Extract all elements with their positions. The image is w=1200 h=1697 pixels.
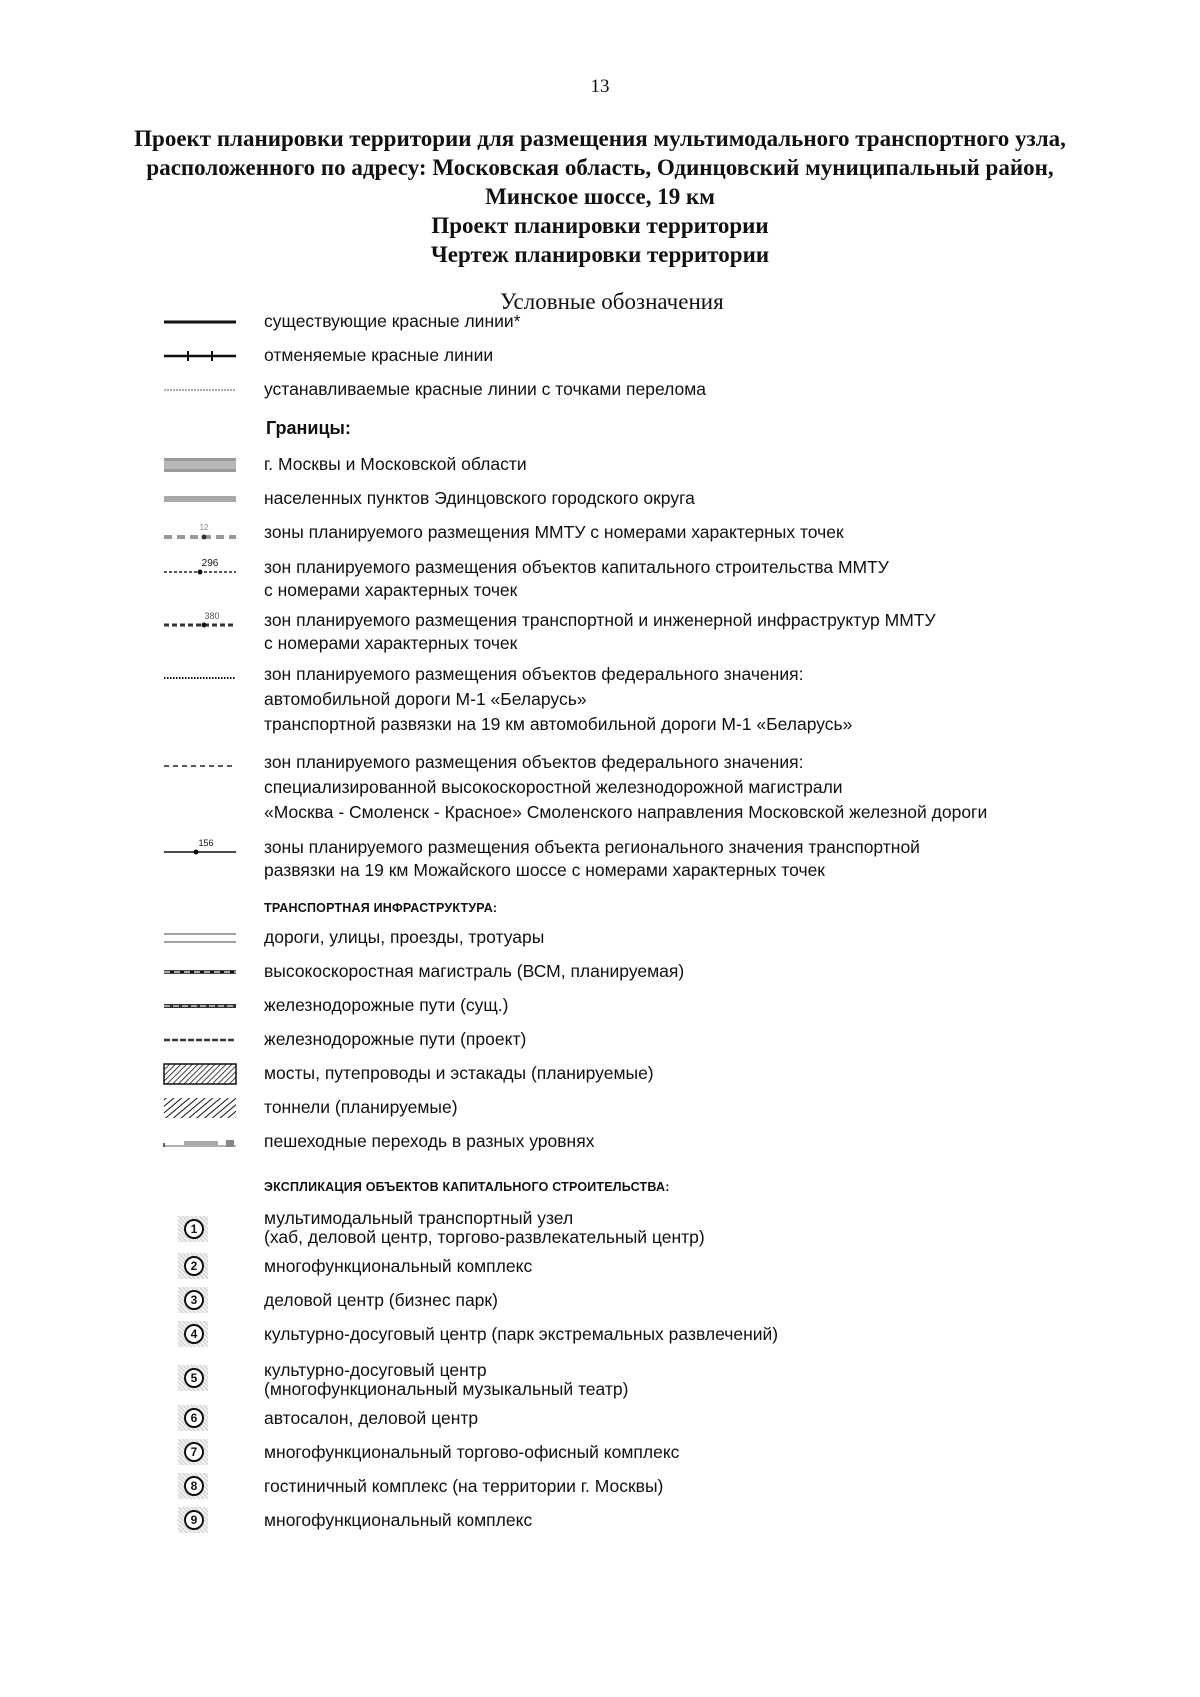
explication-text: мультимодальный транспортный узел (хаб, деловой центр, торгово-развлекательный центр) <box>264 1208 705 1247</box>
capital-construction-zone-icon <box>160 556 240 580</box>
explication-text: культурно-досуговый центр (многофункциональный музыкальный театр) <box>264 1360 629 1399</box>
object-number-icon: 7 <box>178 1439 208 1465</box>
header-line: Чертеж планировки территории <box>430 242 770 267</box>
legend-text: тоннели (планируемые) <box>264 1097 458 1117</box>
point-number-label: 380 <box>204 611 220 621</box>
legend-text: зон планируемого размещения транспортной и инженерной инфраструктур ММТУ с номерами характерных точек <box>264 610 936 653</box>
legend-text: зон планируемого размещения объектов федерального значения: автомобильной дороги М-1 «Беларусь» транспортной развязки на 19 км автомобильной дороги М-1 «Беларусь» <box>264 664 853 734</box>
explication-text: многофункциональный комплекс <box>264 1256 533 1276</box>
explication-text: многофункциональный комплекс <box>264 1510 533 1530</box>
object-number-icon: 6 <box>178 1405 208 1431</box>
explication-text: автосалон, деловой центр <box>264 1408 479 1428</box>
thin-dotted-line-icon <box>160 378 240 402</box>
document-header <box>80 124 1120 269</box>
mmtu-zone-icon <box>160 521 240 545</box>
object-number-icon: 9 <box>178 1507 208 1533</box>
boundaries-heading: Границы: <box>266 418 351 438</box>
crossed-line-icon <box>160 344 240 368</box>
regional-interchange-zone-icon <box>160 836 240 860</box>
object-number-icon: 8 <box>178 1473 208 1499</box>
legend-text: существующие красные линии* <box>264 311 521 331</box>
legend-text: мосты, путепроводы и эстакады (планируемые) <box>264 1063 654 1083</box>
object-number-icon: 3 <box>178 1287 208 1313</box>
legend-text: г. Москвы и Московской области <box>264 454 527 474</box>
point-number-label: 12 <box>199 523 209 532</box>
high-speed-rail-icon <box>160 960 240 984</box>
legend-text: зон планируемого размещения объектов капитального строительства ММТУ с номерами характерных точек <box>264 557 889 600</box>
object-number-icon: 5 <box>178 1365 208 1391</box>
road-icon <box>160 926 240 950</box>
legend-text: железнодорожные пути (сущ.) <box>264 995 509 1015</box>
pedestrian-crossing-icon <box>160 1130 240 1154</box>
page-number: 13 <box>590 76 610 97</box>
legend-text: населенных пунктов Эдинцовского городского округа <box>264 488 695 508</box>
object-number-icon: 2 <box>178 1253 208 1279</box>
moscow-boundary-icon <box>160 453 240 477</box>
bridge-hatch-icon <box>160 1062 240 1086</box>
header-line: Проект планировки территории для размещения мультимодального транспортного узла, <box>134 126 1066 151</box>
legend-text: зоны планируемого размещения ММТУ с номерами характерных точек <box>264 522 844 542</box>
settlement-boundary-icon <box>160 487 240 511</box>
explication-text: многофункциональный торгово-офисный комплекс <box>264 1442 680 1462</box>
legend-text: отменяемые красные линии <box>264 345 494 365</box>
point-number-label: 296 <box>201 558 219 569</box>
legend-text: зон планируемого размещения объектов федерального значения: специализированной высокоскоростной железнодорожной магистрали «Москва - Смоленск - Красное» Смоленского направления Московской железной дороги <box>264 752 988 822</box>
solid-line-icon <box>160 310 240 334</box>
legend-text: высокоскоростная магистраль (ВСМ, планируемая) <box>264 961 685 981</box>
explication-heading: ЭКСПЛИКАЦИЯ ОБЪЕКТОВ КАПИТАЛЬНОГО СТРОИТЕЛЬСТВА: <box>264 1180 670 1194</box>
header-line: Минское шоссе, 19 км <box>485 184 715 209</box>
federal-railway-zone-icon <box>160 750 240 774</box>
header-line: расположенного по адресу: Московская область, Одинцовский муниципальный район, <box>146 155 1054 180</box>
legend-text: железнодорожные пути (проект) <box>264 1029 527 1049</box>
tunnel-hatch-icon <box>160 1096 240 1120</box>
object-number-icon: 4 <box>178 1321 208 1347</box>
federal-road-zone-icon <box>160 662 240 686</box>
transport-infra-zone-icon <box>160 609 240 633</box>
explication-text: культурно-досуговый центр (парк экстремальных развлечений) <box>264 1324 779 1344</box>
explication-text: гостиничный комплекс (на территории г. Москвы) <box>264 1476 664 1496</box>
transport-heading: ТРАНСПОРТНАЯ ИНФРАСТРУКТУРА: <box>264 901 498 915</box>
point-number-label: 156 <box>198 838 214 848</box>
legend-text: зоны планируемого размещения объекта регионального значения транспортной развязки на 19 км Можайского шоссе с номерами характерных точек <box>264 837 920 880</box>
object-number-icon: 1 <box>178 1216 208 1242</box>
legend-title: Условные обозначения <box>500 289 724 314</box>
legend-text: дороги, улицы, проезды, тротуары <box>264 927 545 947</box>
header-line: Проект планировки территории <box>431 213 769 238</box>
railway-existing-icon <box>160 994 240 1018</box>
legend-text: устанавливаемые красные линии с точками перелома <box>264 379 707 399</box>
legend-text: пешеходные переходь в разных уровнях <box>264 1131 595 1151</box>
railway-project-icon <box>160 1028 240 1052</box>
explication-text: деловой центр (бизнес парк) <box>264 1290 498 1310</box>
